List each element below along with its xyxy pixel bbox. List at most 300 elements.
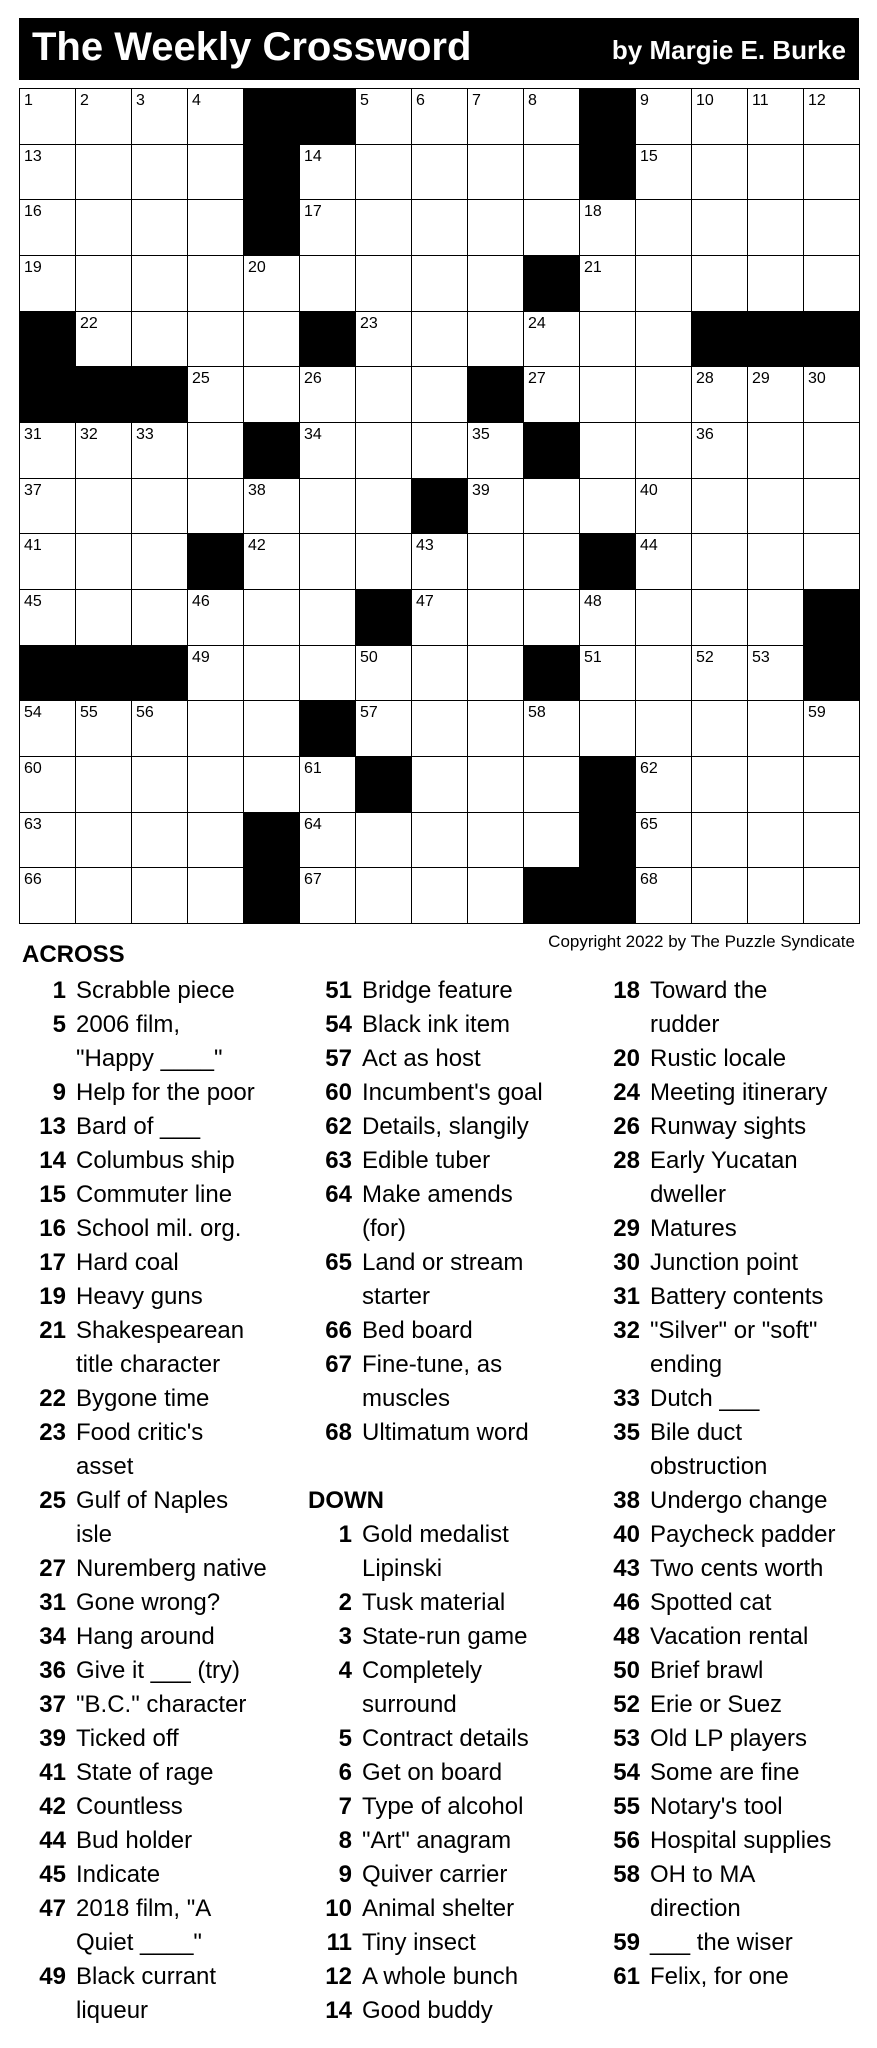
grid-cell[interactable] [132, 479, 188, 535]
clue-number: 9 [338, 1861, 352, 1888]
grid-cell[interactable] [300, 646, 356, 702]
grid-cell[interactable] [748, 813, 804, 869]
grid-cell[interactable] [636, 534, 692, 590]
grid-cell[interactable] [20, 590, 76, 646]
grid-cell[interactable] [524, 200, 580, 256]
clue-number: 13 [39, 1113, 66, 1140]
grid-cell[interactable] [20, 534, 76, 590]
clue-item [308, 1246, 603, 1314]
grid-cell[interactable] [76, 423, 132, 479]
clue-line: Act as host [362, 1045, 481, 1072]
grid-cell[interactable] [692, 868, 748, 924]
grid-cell[interactable] [132, 423, 188, 479]
grid-cell[interactable] [300, 423, 356, 479]
grid-cell[interactable] [412, 590, 468, 646]
clue-item [596, 1144, 866, 1212]
cell-number: 32 [80, 425, 98, 443]
grid-cell[interactable] [132, 312, 188, 368]
clue-item [596, 1858, 866, 1926]
grid-cell[interactable] [636, 367, 692, 423]
clue-text [650, 1314, 817, 1382]
grid-cell[interactable] [636, 813, 692, 869]
grid-cell[interactable] [636, 757, 692, 813]
grid-cell[interactable] [412, 367, 468, 423]
grid-cell[interactable] [804, 89, 860, 145]
grid-cell[interactable] [580, 423, 636, 479]
clue-text [362, 1926, 476, 1960]
grid-cell[interactable] [76, 868, 132, 924]
grid-cell[interactable] [188, 757, 244, 813]
grid-cell[interactable] [636, 256, 692, 312]
grid-cell[interactable] [20, 701, 76, 757]
clue-text [362, 974, 513, 1008]
grid-cell[interactable] [412, 423, 468, 479]
grid-cell[interactable] [748, 868, 804, 924]
clue-item [308, 1042, 603, 1076]
grid-cell[interactable] [76, 757, 132, 813]
clue-item [22, 1960, 312, 2028]
clue-number: 68 [325, 1419, 352, 1446]
grid-cell[interactable] [636, 868, 692, 924]
grid-cell[interactable] [300, 590, 356, 646]
grid-cell[interactable] [692, 701, 748, 757]
grid-cell[interactable] [524, 479, 580, 535]
grid-cell[interactable] [356, 423, 412, 479]
clue-number: 17 [39, 1249, 66, 1276]
grid-cell[interactable] [300, 757, 356, 813]
grid-cell[interactable] [412, 534, 468, 590]
grid-cell[interactable] [636, 701, 692, 757]
grid-cell[interactable] [300, 200, 356, 256]
clue-item [596, 1960, 866, 1994]
clue-text [76, 1722, 179, 1756]
clue-line: Two cents worth [650, 1555, 824, 1582]
grid-cell[interactable] [692, 145, 748, 201]
grid-cell[interactable] [76, 701, 132, 757]
grid-cell[interactable] [468, 757, 524, 813]
grid-cell[interactable] [356, 479, 412, 535]
clue-line: Hospital supplies [650, 1827, 832, 1854]
grid-cell[interactable] [412, 89, 468, 145]
grid-cell[interactable] [244, 701, 300, 757]
grid-cell[interactable] [804, 423, 860, 479]
grid-cell[interactable] [188, 367, 244, 423]
grid-cell[interactable] [300, 367, 356, 423]
grid-cell[interactable] [524, 145, 580, 201]
grid-cell[interactable] [692, 590, 748, 646]
author-byline: by Margie E. Burke [611, 35, 846, 65]
clue-number: 20 [613, 1045, 640, 1072]
grid-cell[interactable] [524, 757, 580, 813]
clue-line: Food critic's [76, 1419, 204, 1446]
clue-line: Contract details [362, 1725, 529, 1752]
grid-cell[interactable] [468, 89, 524, 145]
grid-cell[interactable] [244, 534, 300, 590]
clue-item [22, 1892, 312, 1960]
black-square [300, 312, 356, 368]
black-square [468, 367, 524, 423]
grid-cell[interactable] [804, 534, 860, 590]
grid-cell[interactable] [468, 701, 524, 757]
clue-text [76, 1416, 203, 1484]
grid-cell[interactable] [300, 813, 356, 869]
clue-number: 25 [39, 1487, 66, 1514]
grid-cell[interactable] [20, 423, 76, 479]
grid-cell[interactable] [356, 145, 412, 201]
clue-text [362, 1756, 502, 1790]
grid-cell[interactable] [188, 813, 244, 869]
clue-number: 37 [39, 1691, 66, 1718]
grid-cell[interactable] [636, 312, 692, 368]
clue-number: 16 [39, 1215, 66, 1242]
grid-cell[interactable] [692, 757, 748, 813]
grid-cell[interactable] [356, 200, 412, 256]
clue-number: 3 [338, 1623, 352, 1650]
clue-line: Gone wrong? [76, 1589, 221, 1616]
grid-cell[interactable] [188, 256, 244, 312]
grid-cell[interactable] [636, 145, 692, 201]
clue-line: Meeting itinerary [650, 1079, 828, 1106]
clue-number: 33 [613, 1385, 640, 1412]
grid-cell[interactable] [356, 701, 412, 757]
clue-line: Rustic locale [650, 1045, 787, 1072]
cell-number: 65 [640, 815, 658, 833]
black-square [580, 89, 636, 145]
grid-cell[interactable] [804, 868, 860, 924]
grid-cell[interactable] [468, 646, 524, 702]
grid-cell[interactable] [300, 145, 356, 201]
clue-number: 29 [613, 1215, 640, 1242]
grid-cell[interactable] [524, 89, 580, 145]
clue-number: 11 [326, 1929, 352, 1956]
cell-number: 11 [752, 92, 769, 109]
grid-cell[interactable] [468, 590, 524, 646]
cell-number: 4 [192, 92, 201, 109]
cell-number: 54 [24, 704, 42, 722]
grid-cell[interactable] [748, 534, 804, 590]
clue-item [596, 1416, 866, 1484]
grid-cell[interactable] [692, 813, 748, 869]
grid-cell[interactable] [636, 479, 692, 535]
grid-cell[interactable] [468, 423, 524, 479]
clue-item [22, 1688, 312, 1722]
grid-cell[interactable] [468, 200, 524, 256]
grid-cell[interactable] [412, 312, 468, 368]
clue-number: 22 [39, 1385, 66, 1412]
grid-cell[interactable] [804, 813, 860, 869]
clue-number: 63 [325, 1147, 352, 1174]
clue-item [596, 1246, 866, 1280]
grid-cell[interactable] [748, 367, 804, 423]
grid-cell[interactable] [244, 646, 300, 702]
grid-cell[interactable] [412, 757, 468, 813]
clue-line: Scrabble piece [76, 977, 235, 1004]
clue-text [76, 1620, 215, 1654]
clue-line: Runway sights [650, 1113, 807, 1140]
grid-cell[interactable] [804, 701, 860, 757]
clue-text [76, 1246, 179, 1280]
clue-number: 36 [39, 1657, 66, 1684]
clue-text [362, 1144, 490, 1178]
grid-cell[interactable] [132, 200, 188, 256]
grid-cell[interactable] [468, 868, 524, 924]
grid-cell[interactable] [636, 89, 692, 145]
clue-text [362, 1314, 473, 1348]
grid-cell[interactable] [300, 868, 356, 924]
clue-item [308, 1314, 603, 1348]
grid-cell[interactable] [636, 200, 692, 256]
clue-text [362, 1076, 543, 1110]
clue-line: Hang around [76, 1623, 215, 1650]
grid-cell[interactable] [748, 423, 804, 479]
clue-text [362, 1722, 529, 1756]
grid-cell[interactable] [468, 479, 524, 535]
grid-cell[interactable] [188, 646, 244, 702]
grid-cell[interactable] [524, 701, 580, 757]
grid-cell[interactable] [20, 145, 76, 201]
grid-cell[interactable] [412, 145, 468, 201]
grid-cell[interactable] [748, 757, 804, 813]
grid-cell[interactable] [524, 367, 580, 423]
clue-number: 44 [39, 1827, 66, 1854]
grid-cell[interactable] [468, 312, 524, 368]
clue-text [362, 1008, 510, 1042]
grid-cell[interactable] [300, 256, 356, 312]
grid-cell[interactable] [412, 646, 468, 702]
clue-item [22, 1246, 312, 1280]
clue-text [650, 1756, 799, 1790]
clue-text [76, 1382, 209, 1416]
grid-cell[interactable] [412, 868, 468, 924]
cell-number: 59 [808, 704, 826, 722]
grid-cell[interactable] [244, 757, 300, 813]
grid-cell[interactable] [748, 200, 804, 256]
clue-line: Edible tuber [362, 1147, 491, 1174]
grid-cell[interactable] [188, 701, 244, 757]
cell-number: 46 [192, 592, 210, 610]
clue-text [362, 1994, 493, 2028]
grid-cell[interactable] [76, 256, 132, 312]
grid-cell[interactable] [692, 534, 748, 590]
grid-cell[interactable] [356, 646, 412, 702]
clue-text [76, 1960, 216, 2028]
grid-cell[interactable] [356, 312, 412, 368]
clue-number: 31 [39, 1589, 66, 1616]
grid-cell[interactable] [244, 256, 300, 312]
black-square [580, 534, 636, 590]
grid-cell[interactable] [692, 89, 748, 145]
grid-cell[interactable] [132, 868, 188, 924]
clue-text [650, 1280, 823, 1314]
grid-cell[interactable] [692, 200, 748, 256]
grid-cell[interactable] [580, 701, 636, 757]
grid-cell[interactable] [188, 89, 244, 145]
grid-cell[interactable] [132, 256, 188, 312]
grid-cell[interactable] [804, 200, 860, 256]
grid-cell[interactable] [524, 534, 580, 590]
grid-cell[interactable] [132, 145, 188, 201]
grid-cell[interactable] [804, 367, 860, 423]
clue-number: 60 [325, 1079, 352, 1106]
grid-cell[interactable] [76, 312, 132, 368]
grid-cell[interactable] [804, 256, 860, 312]
grid-cell[interactable] [188, 145, 244, 201]
cell-number: 55 [80, 704, 98, 722]
grid-cell[interactable] [748, 701, 804, 757]
clue-item [596, 974, 866, 1042]
clue-text [362, 1416, 529, 1450]
grid-cell[interactable] [76, 145, 132, 201]
grid-cell[interactable] [412, 256, 468, 312]
grid-cell[interactable] [468, 256, 524, 312]
grid-cell[interactable] [20, 757, 76, 813]
clue-number: 2 [338, 1589, 352, 1616]
grid-cell[interactable] [132, 534, 188, 590]
clue-item [596, 1586, 866, 1620]
grid-cell[interactable] [20, 89, 76, 145]
grid-cell[interactable] [76, 813, 132, 869]
grid-cell[interactable] [356, 868, 412, 924]
grid-cell[interactable] [804, 479, 860, 535]
clue-text [76, 1654, 240, 1688]
grid-cell[interactable] [356, 534, 412, 590]
grid-cell[interactable] [76, 89, 132, 145]
cell-number: 6 [416, 92, 425, 109]
clue-line: Paycheck padder [650, 1521, 836, 1548]
grid-cell[interactable] [188, 590, 244, 646]
grid-cell[interactable] [580, 646, 636, 702]
grid-cell[interactable] [748, 145, 804, 201]
grid-cell[interactable] [692, 423, 748, 479]
black-square [412, 479, 468, 535]
black-square [244, 200, 300, 256]
grid-cell[interactable] [468, 534, 524, 590]
grid-cell[interactable] [748, 256, 804, 312]
grid-cell[interactable] [188, 868, 244, 924]
grid-cell[interactable] [188, 423, 244, 479]
grid-cell[interactable] [580, 256, 636, 312]
clue-line: Quiet ____" [76, 1929, 202, 1956]
black-square [580, 145, 636, 201]
clue-line: Bridge feature [362, 977, 513, 1004]
black-square [580, 813, 636, 869]
clue-item [596, 1926, 866, 1960]
grid-cell[interactable] [20, 256, 76, 312]
grid-cell[interactable] [748, 479, 804, 535]
grid-cell[interactable] [804, 145, 860, 201]
grid-cell[interactable] [748, 89, 804, 145]
grid-cell[interactable] [524, 312, 580, 368]
grid-cell[interactable] [132, 701, 188, 757]
grid-cell[interactable] [132, 590, 188, 646]
clue-line: Vacation rental [650, 1623, 809, 1650]
grid-cell[interactable] [524, 590, 580, 646]
cell-number: 58 [528, 704, 546, 722]
grid-cell[interactable] [580, 367, 636, 423]
grid-cell[interactable] [692, 256, 748, 312]
grid-cell[interactable] [356, 813, 412, 869]
cell-number: 38 [248, 481, 266, 499]
grid-cell[interactable] [412, 813, 468, 869]
grid-cell[interactable] [20, 479, 76, 535]
grid-cell[interactable] [356, 367, 412, 423]
grid-cell[interactable] [356, 256, 412, 312]
grid-cell[interactable] [356, 89, 412, 145]
grid-cell[interactable] [76, 479, 132, 535]
grid-cell[interactable] [20, 868, 76, 924]
clue-number: 26 [613, 1113, 640, 1140]
grid-cell[interactable] [132, 813, 188, 869]
grid-cell[interactable] [748, 646, 804, 702]
grid-cell[interactable] [188, 312, 244, 368]
grid-cell[interactable] [748, 590, 804, 646]
black-square [20, 367, 76, 423]
grid-cell[interactable] [412, 200, 468, 256]
clue-item [596, 1722, 866, 1756]
clue-number: 10 [325, 1895, 352, 1922]
grid-cell[interactable] [188, 200, 244, 256]
clue-line: Help for the poor [76, 1079, 255, 1106]
grid-cell[interactable] [412, 701, 468, 757]
grid-cell[interactable] [636, 590, 692, 646]
grid-cell[interactable] [524, 813, 580, 869]
grid-cell[interactable] [244, 312, 300, 368]
grid-cell[interactable] [76, 200, 132, 256]
clue-number: 40 [613, 1521, 640, 1548]
clue-number: 12 [325, 1963, 352, 1990]
grid-cell[interactable] [300, 479, 356, 535]
cell-number: 31 [24, 425, 42, 443]
grid-cell[interactable] [76, 590, 132, 646]
grid-cell[interactable] [580, 312, 636, 368]
grid-cell[interactable] [580, 200, 636, 256]
grid-cell[interactable] [76, 534, 132, 590]
grid-cell[interactable] [468, 145, 524, 201]
black-square [76, 367, 132, 423]
grid-cell[interactable] [580, 479, 636, 535]
grid-cell[interactable] [692, 646, 748, 702]
grid-cell[interactable] [244, 479, 300, 535]
clue-number: 50 [613, 1657, 640, 1684]
grid-cell[interactable] [692, 479, 748, 535]
grid-cell[interactable] [804, 757, 860, 813]
clue-item [22, 1076, 312, 1110]
black-square [804, 590, 860, 646]
clue-item [596, 1042, 866, 1076]
grid-cell[interactable] [20, 200, 76, 256]
grid-cell[interactable] [132, 89, 188, 145]
clue-number: 56 [613, 1827, 640, 1854]
cell-number: 53 [752, 648, 770, 666]
grid-cell[interactable] [468, 813, 524, 869]
grid-cell[interactable] [636, 423, 692, 479]
grid-cell[interactable] [244, 590, 300, 646]
clue-number: 5 [52, 1011, 66, 1038]
grid-cell[interactable] [636, 646, 692, 702]
grid-cell[interactable] [580, 590, 636, 646]
grid-cell[interactable] [244, 367, 300, 423]
grid-cell[interactable] [692, 367, 748, 423]
grid-cell[interactable] [20, 813, 76, 869]
black-square [20, 646, 76, 702]
puzzle-title: The Weekly Crossword [32, 25, 472, 69]
grid-cell[interactable] [188, 479, 244, 535]
clue-text [76, 1110, 200, 1144]
grid-cell[interactable] [132, 757, 188, 813]
grid-cell[interactable] [300, 534, 356, 590]
clue-number: 51 [325, 977, 352, 1004]
cell-number: 8 [528, 92, 537, 109]
